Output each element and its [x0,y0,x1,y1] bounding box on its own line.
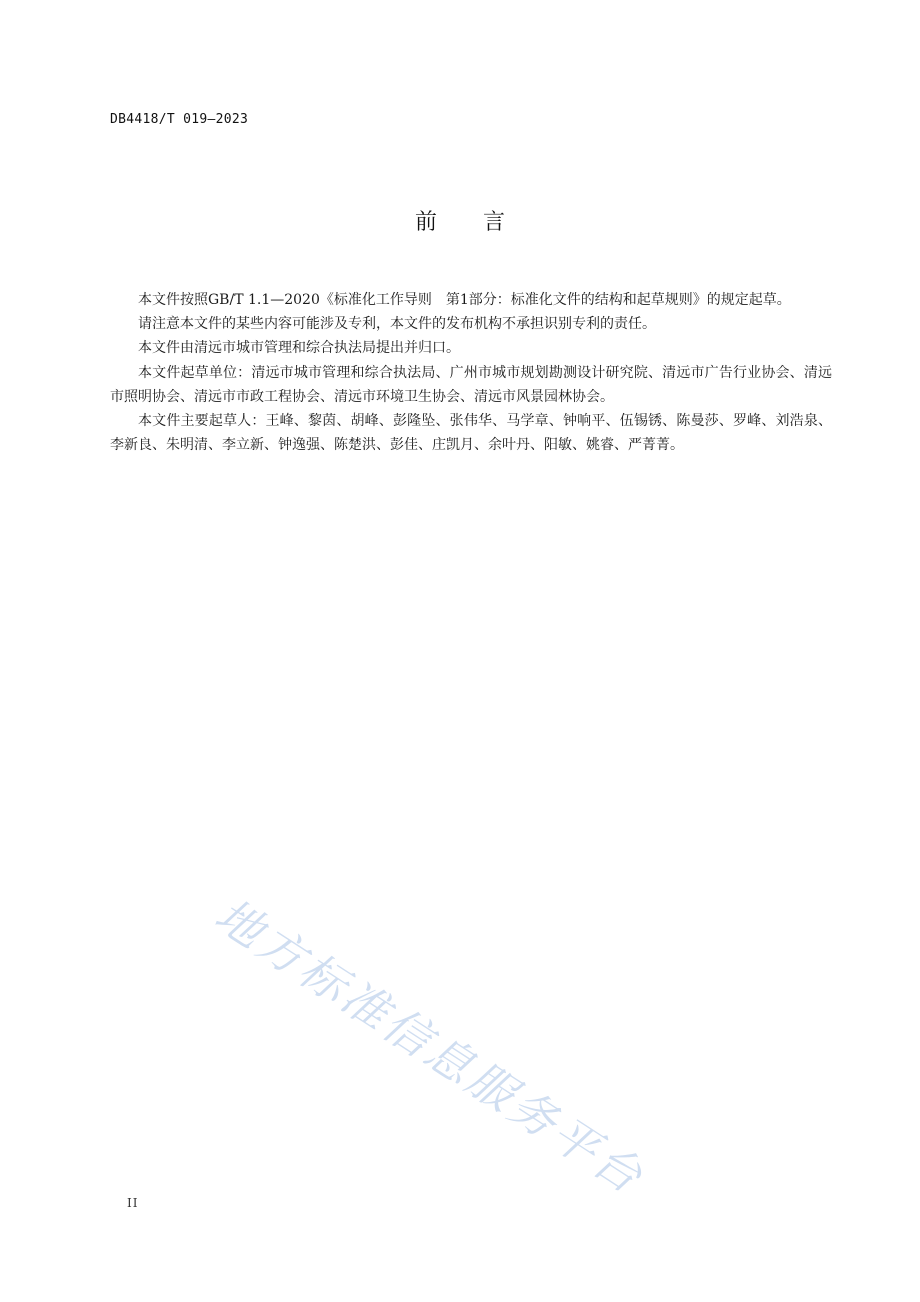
paragraph-patent-notice: 请注意本文件的某些内容可能涉及专利，本文件的发布机构不承担识别专利的责任。 [138,316,656,333]
watermark-text: 地方标准信息服务平台 [205,887,655,1206]
paragraph-drafting-units: 本文件起草单位：清远市城市管理和综合执法局、广州市城市规划勘测设计研究院、清远市广告行业协会、清远市照明协会、清远市市政工程协会、清远市环境卫生协会、清远市风景园林协会。 [110,364,832,405]
title-char-2: 言 [483,210,506,235]
foreword-body [110,288,832,457]
title-char-1: 前 [414,210,437,235]
paragraph-proposer: 本文件由清远市城市管理和综合执法局提出并归口。 [138,340,460,357]
paragraph-drafting-rules: 本文件按照GB/T 1.1—2020《标准化工作导则 第1部分：标准化文件的结构和起草规则》的规定起草。 [138,292,791,308]
page-title [0,205,920,236]
standard-code: DB4418/T 019—2023 [110,112,249,127]
page-number: II [127,1196,139,1210]
paragraph-drafters: 本文件主要起草人：王峰、黎茵、胡峰、彭隆坠、张伟华、马学章、钟响平、伍锡锈、陈曼莎、罗峰、刘浩泉、李新良、朱明清、李立新、钟逸强、陈楚洪、彭佳、庄凯月、余叶丹、阳敏、姚睿、严菁菁。 [110,413,832,454]
